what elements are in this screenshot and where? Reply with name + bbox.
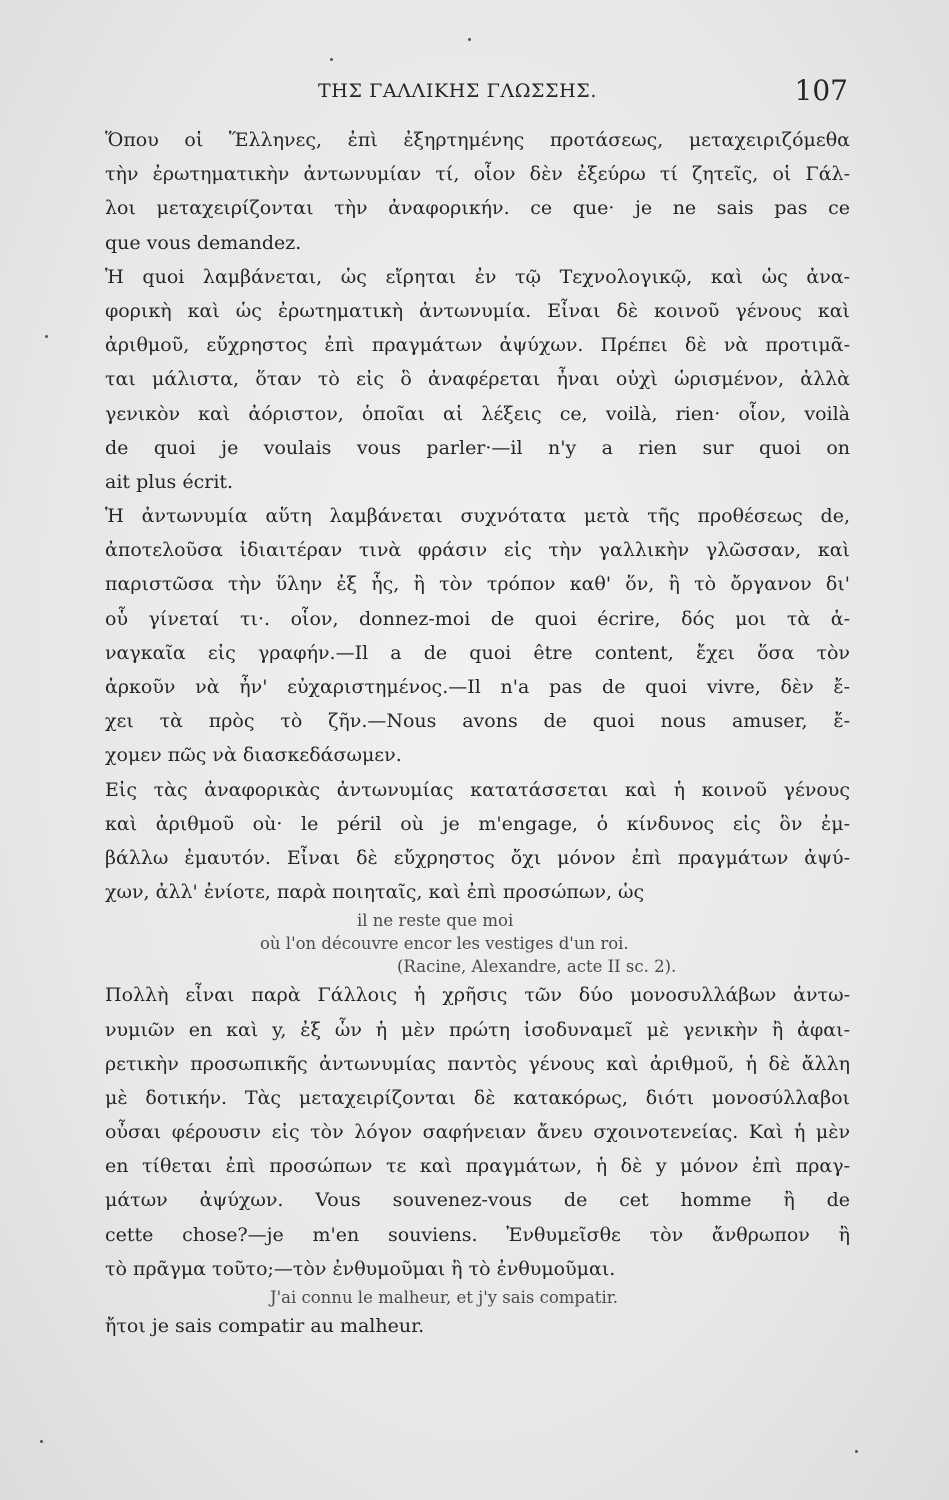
text-line: βάλλω ἐμαυτόν. Εἶναι δὲ εὔχρηστος ὄχι μόνον ἐπὶ πραγμάτων ἀψύ- [105,846,850,869]
quote-citation: (Racine, Alexandre, acte II sc. 2). [397,957,677,977]
text-line: γενικὸν καὶ ἀόριστον, ὁποῖαι αἱ λέξεις ce, voilà, rien· οἷον, voilà [105,402,850,425]
text-line: ρετικὴν προσωπικῆς ἀντωνυμίας παντὸς γένους καὶ ἀριθμοῦ, ἡ δὲ ἄλλη [105,1052,850,1075]
text-line: Εἰς τὰς ἀναφορικὰς ἀντωνυμίας κατατάσσεται καὶ ἡ κοινοῦ γένους [105,778,850,801]
print-speck [330,58,333,61]
page-header [105,74,850,110]
text-line: παριστῶσα τὴν ὕλην ἐξ ἧς, ἢ τὸν τρόπον καθ' ὅν, ἢ τὸ ὄργανον δι' [105,573,850,596]
print-speck [45,335,48,338]
paragraph-1 [105,123,850,260]
closing-line: ἤτοι je sais compatir au malheur. [105,1315,425,1337]
text-line: Ἡ quoi λαμβάνεται, ὡς εἴρηται ἐν τῷ Τεχνολογικῷ, καὶ ὡς ἀνα- [105,265,850,288]
quotation-racine [105,909,850,978]
text-line: ait plus écrit. [105,470,234,493]
running-title: ΤΗΣ ΓΑΛΛΙΚΗΣ ΓΛΩΣΣΗΣ. [318,80,597,102]
paragraph-2 [105,260,850,499]
quote-line: il ne reste que moi [357,911,514,931]
text-line: χομεν πῶς νὰ διασκεδάσωμεν. [105,744,402,767]
body-text [105,123,850,1343]
text-line: ἀριθμοῦ, εὔχρηστος ἐπὶ πραγμάτων ἀψύχων. Πρέπει δὲ νὰ προτιμᾶ- [105,334,850,357]
text-line: ναγκαῖα εἰς γραφήν.—Il a de quoi être content, ἔχει ὅσα τὸν [105,641,850,664]
text-line: cette chose?—je m'en souviens. Ἐνθυμεῖσθε τὸν ἄνθρωπον ἢ [105,1223,850,1246]
text-line: τὸ πρᾶγμα τοῦτο;—τὸν ἐνθυμοῦμαι ἢ τὸ ἐνθυμοῦμαι. [105,1257,616,1280]
text-line: καὶ ἀριθμοῦ où· le péril où je m'engage, ὁ κίνδυνος εἰς ὃν ἐμ- [105,812,850,835]
text-line: φορικὴ καὶ ὡς ἐρωτηματικὴ ἀντωνυμία. Εἶναι δὲ κοινοῦ γένους καὶ [105,299,850,322]
paragraph-5 [105,978,850,1286]
text-line: οὗ γίνεταί τι·. οἷον, donnez-moi de quoi écrire, δός μοι τὰ ἀ- [105,607,850,630]
text-line: que vous demandez. [105,231,302,254]
text-line: μάτων ἀψύχων. Vous souvenez-vous de cet homme ἢ de [105,1189,850,1212]
text-line: χει τὰ πρὸς τὸ ζῆν.—Nous avons de quoi nous amuser, ἔ- [105,710,850,733]
text-line: χων, ἀλλ' ἐνίοτε, παρὰ ποιηταῖς, καὶ ἐπὶ προσώπων, ὡς [105,881,645,904]
text-line: ἀποτελοῦσα ἰδιαιτέραν τινὰ φράσιν εἰς τὴν γαλλικὴν γλῶσσαν, καὶ [105,539,850,562]
quote-line: J'ai connu le malheur, et j'y sais compatir. [270,1288,619,1307]
text-line: en τίθεται ἐπὶ προσώπων τε καὶ πραγμάτων, ἡ δὲ y μόνον ἐπὶ πραγ- [105,1155,850,1178]
quote-line: où l'on découvre encor les vestiges d'un roi. [260,934,629,954]
quotation-example [105,1286,850,1309]
text-line: τὴν ἐρωτηματικὴν ἀντωνυμίαν τί, οἷον δὲν ἐξεύρω τί ζητεῖς, οἱ Γάλ- [105,163,850,186]
text-line: ται μάλιστα, ὅταν τὸ εἰς ὃ ἀναφέρεται ἦναι οὐχὶ ὡρισμένον, ἀλλὰ [105,368,850,391]
text-line: Πολλὴ εἶναι παρὰ Γάλλοις ἡ χρῆσις τῶν δύο μονοσυλλάβων ἀντω- [105,984,850,1007]
text-line: de quoi je voulais vous parler·—il n'y a rien sur quoi on [105,436,850,459]
page-number: 107 [794,74,848,107]
print-speck [855,1450,858,1453]
text-line: ἀρκοῦν νὰ ἦν' εὐχαριστημένος.—Il n'a pas de quoi vivre, δὲν ἔ- [105,676,850,698]
print-speck [468,38,471,41]
text-line: νυμιῶν en καὶ y, ἐξ ὧν ἡ μὲν πρώτη ἰσοδυναμεῖ μὲ γενικὴν ἢ ἀφαι- [105,1018,850,1041]
text-line: λοι μεταχειρίζονται τὴν ἀναφορικήν. ce que· je ne sais pas ce [105,197,850,220]
print-speck [40,1440,43,1443]
text-line: μὲ δοτικήν. Τὰς μεταχειρίζονται δὲ κατακόρως, διότι μονοσύλλαβοι [105,1086,850,1109]
text-line: Ἡ ἀντωνυμία αὕτη λαμβάνεται συχνότατα μετὰ τῆς προθέσεως de, [105,505,850,528]
text-line: οὖσαι φέρουσιν εἰς τὸν λόγον σαφήνειαν ἄνευ σχοινοτενείας. Καὶ ἡ μὲν [105,1121,850,1144]
text-line: Ὅπου οἱ Ἕλληνες, ἐπὶ ἐξηρτημένης προτάσεως, μεταχειριζόμεθα [105,129,850,151]
paragraph-3 [105,499,850,773]
paragraph-4 [105,773,850,910]
